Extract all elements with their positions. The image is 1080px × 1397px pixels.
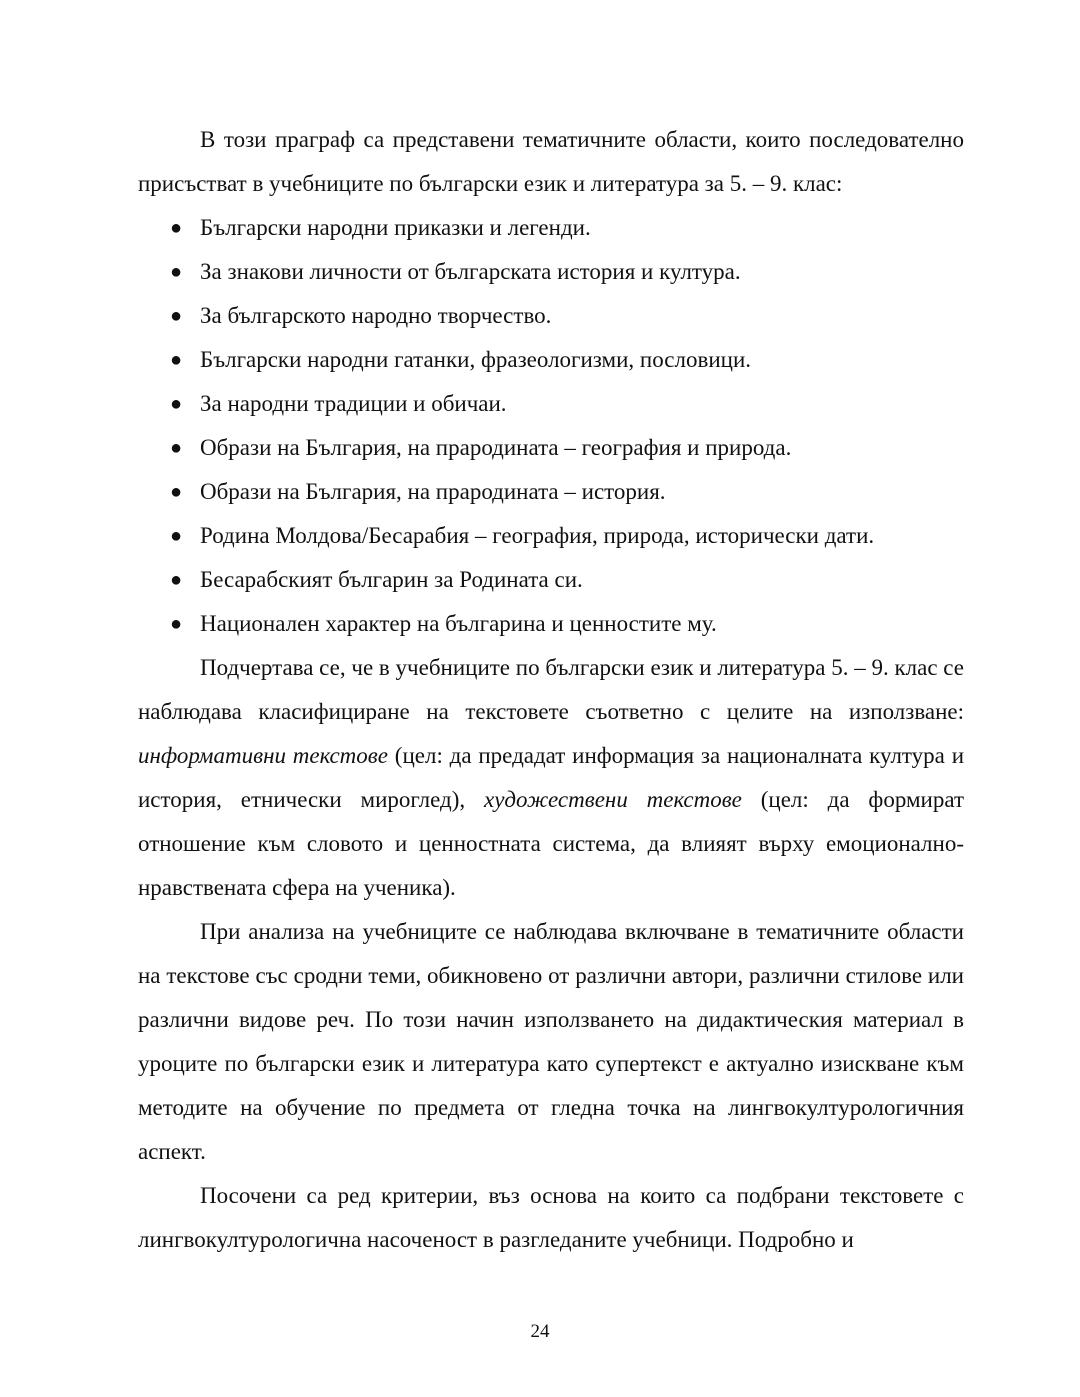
list-item: ● Бесарабският българин за Родината си. (138, 558, 964, 602)
bullet-icon: ● (170, 613, 183, 635)
bullet-icon: ● (170, 217, 183, 239)
list-item: ● За народни традиции и обичаи. (138, 382, 964, 426)
list-item: ● За знакови личности от българската история и култура. (138, 250, 964, 294)
document-page (138, 118, 964, 1262)
list-item: ● Образи на България, на прародината – история. (138, 470, 964, 514)
list-item: ● За българското народно творчество. (138, 294, 964, 338)
list-item: ● Родина Молдова/Бесарабия – география, природа, исторически дати. (138, 514, 964, 558)
intro-paragraph: В този праграф са представени тематичните области, които последователно присъстват в учебниците по български език и литература за 5. – 9. клас: (138, 127, 964, 196)
page-number: 24 (530, 1321, 550, 1342)
bullet-icon: ● (170, 261, 183, 283)
analysis-paragraph: При анализа на учебниците се наблюдава включване в тематичните области на текстове със сродни теми, обикновено от различни автори, различни стилове или различни видове реч. По този начин използването на дидактическия материал в уроците по български език и литература като супертекст е актуално изискване към методите на обучение по предмета от гледна точка на лингвокултурологичния аспект. (138, 919, 964, 1164)
list-item: ● Български народни приказки и легенди. (138, 206, 964, 250)
classification-paragraph: Подчертава се, че в учебниците по български език и литература 5. – 9. клас се наблюдава класифициране на текстовете съответно с целите на използване: информативни текстове (цел: да предадат информация за националната култура и история, етнически мироглед), художествени текстове (цел: да формират отношение към словото и ценностната система, да влияят върху емоционално-нравствената сфера на ученика). (138, 655, 965, 900)
bullet-icon: ● (170, 569, 183, 591)
list-item: ● Образи на България, на прародината – география и природа. (138, 426, 964, 470)
bullet-icon: ● (170, 481, 183, 503)
informative-texts-term: информативни текстове (138, 743, 388, 768)
list-item: ● Национален характер на българина и ценностите му. (138, 602, 964, 646)
bullet-icon: ● (170, 393, 183, 415)
artistic-texts-term: художествени текстове (484, 787, 742, 812)
bullet-icon: ● (170, 305, 183, 327)
bullet-icon: ● (170, 437, 183, 459)
bullet-icon: ● (170, 349, 183, 371)
bullet-icon: ● (170, 525, 183, 547)
criteria-paragraph: Посочени са ред критерии, въз основа на които са подбрани текстовете с лингвокултурологична насоченост в разгледаните учебници. Подробно и (138, 1183, 964, 1252)
topic-list (138, 206, 964, 646)
list-item: ● Български народни гатанки, фразеологизми, пословици. (138, 338, 964, 382)
